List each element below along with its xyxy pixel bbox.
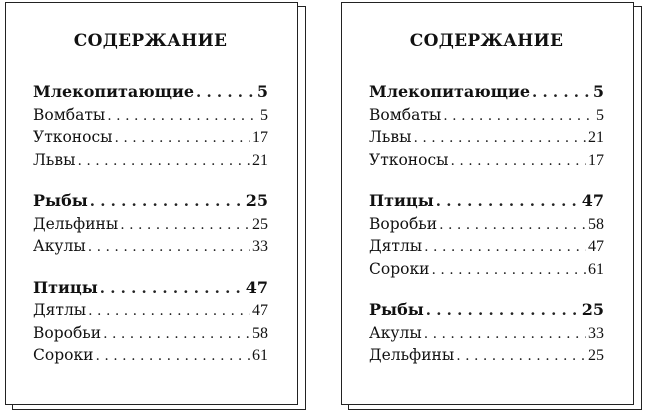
leader-dots xyxy=(426,299,580,322)
right-page xyxy=(341,2,634,405)
toc-heading-row xyxy=(33,190,268,213)
leader-dots xyxy=(456,345,586,368)
toc-title: СОДЕРЖАНИЕ xyxy=(409,31,564,51)
toc-section xyxy=(33,81,268,171)
toc-item-name: Львы xyxy=(33,150,76,169)
toc-item-row xyxy=(369,126,604,149)
toc-heading-page: 47 xyxy=(581,191,604,210)
leader-dots xyxy=(196,81,255,104)
toc-item-name: Львы xyxy=(369,128,412,146)
toc-heading-row xyxy=(369,299,604,322)
toc-item-page: 21 xyxy=(588,129,604,146)
toc-item-row xyxy=(33,104,268,127)
toc-item-row xyxy=(33,299,268,322)
toc-item-page: 25 xyxy=(252,215,268,233)
toc-item-row xyxy=(33,149,268,172)
toc-item-name: Воробьи xyxy=(369,214,438,233)
toc-heading-row xyxy=(369,190,604,213)
toc-heading-page: 5 xyxy=(592,82,604,101)
toc-heading-name: Птицы xyxy=(33,277,98,297)
toc-item-row xyxy=(369,149,604,172)
left-page xyxy=(5,2,298,405)
leader-dots xyxy=(424,236,586,259)
toc-heading-name: Рыбы xyxy=(369,300,424,319)
toc-item-name: Утконосы xyxy=(369,150,449,169)
toc-item-name: Утконосы xyxy=(33,128,113,146)
toc-heading-row xyxy=(33,277,268,300)
toc-item-name: Дятлы xyxy=(369,237,423,255)
toc-item-name: Дельфины xyxy=(369,346,455,364)
toc-item-page: 17 xyxy=(252,129,268,146)
toc-item-page: 58 xyxy=(252,324,268,342)
toc-item-name: Акулы xyxy=(33,237,86,255)
toc-item-row xyxy=(369,104,604,127)
leader-dots xyxy=(431,259,586,282)
toc-heading-name: Птицы xyxy=(369,191,434,210)
toc-item-page: 5 xyxy=(596,106,604,124)
toc-heading-row xyxy=(33,81,268,104)
toc-item-page: 5 xyxy=(260,106,268,124)
toc-item-page: 61 xyxy=(588,260,604,278)
toc-heading-row xyxy=(369,81,604,104)
toc-item-page: 58 xyxy=(588,215,604,233)
leader-dots xyxy=(103,323,250,346)
leader-dots xyxy=(439,214,586,237)
toc-item-page: 21 xyxy=(252,151,268,169)
toc-item-row xyxy=(369,344,604,367)
toc-item-name: Дятлы xyxy=(33,301,87,319)
toc-section xyxy=(369,190,604,280)
toc-section xyxy=(369,299,604,367)
toc-item-name: Вомбаты xyxy=(369,105,442,124)
leader-dots xyxy=(532,81,591,104)
leader-dots xyxy=(424,323,586,346)
toc-section xyxy=(369,81,604,171)
toc-item-page: 25 xyxy=(588,347,604,364)
leader-dots xyxy=(114,127,250,150)
left-page-stack xyxy=(0,0,310,412)
toc-right xyxy=(369,31,604,386)
toc-item-row xyxy=(369,258,604,281)
toc-item-row xyxy=(369,322,604,345)
leader-dots xyxy=(100,277,244,300)
toc-item-row xyxy=(369,213,604,236)
toc-item-page: 33 xyxy=(588,324,604,342)
toc-item-page: 61 xyxy=(252,347,268,364)
leader-dots xyxy=(95,345,250,368)
toc-item-name: Воробьи xyxy=(33,323,102,342)
toc-heading-page: 47 xyxy=(245,277,268,297)
toc-item-row xyxy=(33,235,268,258)
toc-section xyxy=(33,277,268,367)
toc-item-row xyxy=(33,322,268,345)
toc-item-page: 17 xyxy=(588,151,604,169)
toc-item-name: Сороки xyxy=(33,346,94,364)
toc-item-page: 47 xyxy=(252,302,268,319)
toc-section xyxy=(33,190,268,258)
leader-dots xyxy=(90,190,244,213)
leader-dots xyxy=(413,127,586,150)
leader-dots xyxy=(77,150,250,173)
toc-item-row xyxy=(33,126,268,149)
toc-item-name: Вомбаты xyxy=(33,105,106,124)
toc-item-page: 47 xyxy=(588,238,604,255)
leader-dots xyxy=(450,150,586,173)
leader-dots xyxy=(436,190,580,213)
toc-heading-name: Рыбы xyxy=(33,191,88,210)
toc-item-name: Акулы xyxy=(369,323,422,342)
toc-heading-page: 25 xyxy=(245,191,268,210)
toc-item-name: Дельфины xyxy=(33,214,119,233)
toc-item-row xyxy=(33,344,268,367)
toc-item-row xyxy=(369,235,604,258)
leader-dots xyxy=(120,214,250,237)
toc-left xyxy=(33,31,268,386)
right-page-stack xyxy=(336,0,645,412)
leader-dots xyxy=(107,105,258,128)
leader-dots xyxy=(88,300,250,323)
toc-heading-page: 25 xyxy=(581,300,604,319)
leader-dots xyxy=(88,236,250,259)
leader-dots xyxy=(443,105,594,128)
toc-item-name: Сороки xyxy=(369,259,430,278)
toc-item-row xyxy=(33,213,268,236)
toc-title: СОДЕРЖАНИЕ xyxy=(73,31,228,51)
toc-heading-page: 5 xyxy=(256,82,268,101)
toc-heading-name: Млекопитающие xyxy=(369,82,531,101)
toc-item-page: 33 xyxy=(252,238,268,255)
toc-heading-name: Млекопитающие xyxy=(33,82,195,101)
